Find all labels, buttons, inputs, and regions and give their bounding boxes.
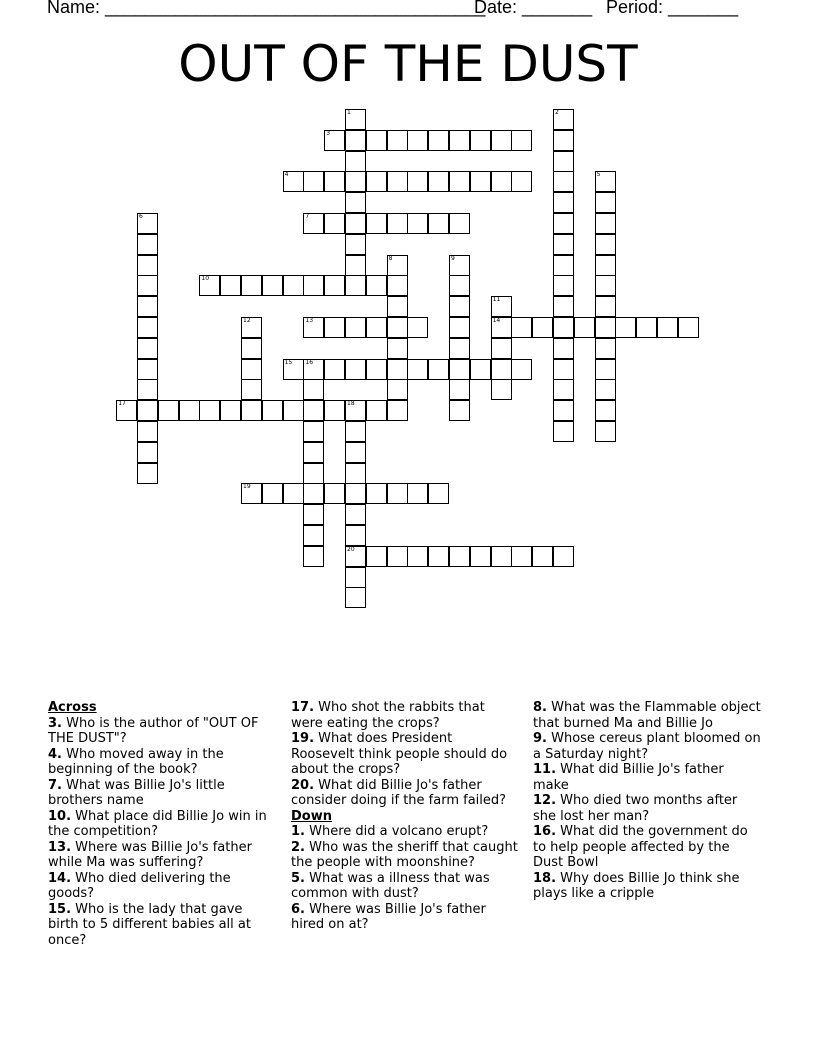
clue-number: 5 <box>596 171 601 179</box>
grid-cell[interactable] <box>532 317 553 338</box>
grid-cell[interactable] <box>345 359 366 380</box>
clue-item-text: Whose cereus plant bloomed on a Saturday night? <box>533 731 761 762</box>
grid-cell[interactable] <box>491 317 512 338</box>
grid-cell[interactable] <box>324 483 345 504</box>
clue-item-number: 20. <box>291 777 315 793</box>
grid-cell[interactable] <box>511 546 532 567</box>
clue-number: 13 <box>305 317 314 324</box>
grid-cell[interactable] <box>303 442 324 463</box>
clue-item-number: 17. <box>291 700 315 715</box>
grid-cell[interactable] <box>283 400 304 421</box>
clue-number: 9 <box>451 254 455 262</box>
clue-item <box>291 902 519 933</box>
clue-number: 20 <box>347 545 355 553</box>
grid-cell[interactable] <box>449 338 470 359</box>
grid-cell[interactable] <box>366 400 387 421</box>
grid-cell[interactable] <box>595 379 616 400</box>
clue-item <box>291 840 519 871</box>
grid-cell[interactable] <box>657 317 678 338</box>
grid-cell[interactable] <box>449 317 470 338</box>
clue-item <box>48 778 270 809</box>
clue-item <box>291 871 519 902</box>
clues-column-2 <box>291 700 519 933</box>
grid-cell[interactable] <box>345 463 366 484</box>
clue-item-number: 10. <box>48 808 72 824</box>
grid-cell[interactable] <box>595 171 616 192</box>
clue-item-number: 5. <box>291 870 305 886</box>
grid-cell[interactable] <box>678 317 699 338</box>
clue-item-text: Where was Billie Jo's father while Ma was suffering? <box>48 839 252 870</box>
grid-cell[interactable] <box>324 400 345 421</box>
grid-cell[interactable] <box>158 400 179 421</box>
grid-cell[interactable] <box>303 463 324 484</box>
grid-cell[interactable] <box>137 421 158 442</box>
clues-column-3 <box>533 700 761 902</box>
grid-cell[interactable] <box>366 359 387 380</box>
grid-cell[interactable] <box>553 359 574 380</box>
grid-cell[interactable] <box>595 213 616 234</box>
grid-cell[interactable] <box>241 359 262 380</box>
grid-cell[interactable] <box>428 359 449 380</box>
clue-item <box>291 824 519 840</box>
grid-cell[interactable] <box>449 359 470 380</box>
grid-cell[interactable] <box>241 275 262 296</box>
grid-cell[interactable] <box>407 359 428 380</box>
grid-cell[interactable] <box>137 338 158 359</box>
grid-cell[interactable] <box>595 275 616 296</box>
grid-cell[interactable] <box>387 130 408 151</box>
grid-cell[interactable] <box>283 359 304 380</box>
clue-item <box>48 840 270 871</box>
grid-cell[interactable] <box>595 400 616 421</box>
grid-cell[interactable] <box>137 296 158 317</box>
grid-cell[interactable] <box>283 483 304 504</box>
grid-cell[interactable] <box>449 296 470 317</box>
grid-cell[interactable] <box>595 296 616 317</box>
grid-cell[interactable] <box>303 504 324 525</box>
clue-item-number: 3. <box>48 715 62 731</box>
grid-cell[interactable] <box>345 442 366 463</box>
grid-cell[interactable] <box>303 379 324 400</box>
grid-cell[interactable] <box>262 483 283 504</box>
clue-item-text: Who shot the rabbits that were eating the crops? <box>291 700 485 731</box>
grid-cell[interactable] <box>324 130 345 151</box>
grid-cell[interactable] <box>137 442 158 463</box>
grid-cell[interactable] <box>345 400 366 421</box>
grid-cell[interactable] <box>262 400 283 421</box>
clue-number: 15 <box>284 358 293 366</box>
grid-cell[interactable] <box>407 483 428 504</box>
grid-cell[interactable] <box>491 130 512 151</box>
clue-item-text: What did Billie Jo's father consider doing if the farm failed? <box>291 777 507 808</box>
grid-cell[interactable] <box>553 213 574 234</box>
grid-cell[interactable] <box>449 546 470 567</box>
grid-cell[interactable] <box>636 317 657 338</box>
grid-cell[interactable] <box>449 213 470 234</box>
grid-cell[interactable] <box>553 192 574 213</box>
grid-cell[interactable] <box>345 504 366 525</box>
grid-cell[interactable] <box>511 130 532 151</box>
grid-cell[interactable] <box>366 130 387 151</box>
clue-item-number: 1. <box>291 824 305 839</box>
grid-cell[interactable] <box>595 421 616 442</box>
clue-item-text: What place did Billie Jo win in the competition? <box>48 808 267 839</box>
grid-cell[interactable] <box>595 338 616 359</box>
clue-item-number: 12. <box>533 793 557 808</box>
grid-cell[interactable] <box>303 275 324 296</box>
clue-item-number: 9. <box>533 731 547 746</box>
clue-item-number: 11. <box>533 762 557 777</box>
grid-cell[interactable] <box>553 421 574 442</box>
grid-cell[interactable] <box>345 213 366 234</box>
clue-item-text: Who was the sheriff that caught the people with moonshine? <box>291 839 518 870</box>
grid-cell[interactable] <box>470 546 491 567</box>
grid-cell[interactable] <box>137 317 158 338</box>
grid-cell[interactable] <box>283 171 304 192</box>
clue-item-number: 16. <box>533 824 557 839</box>
grid-cell[interactable] <box>449 171 470 192</box>
grid-cell[interactable] <box>553 151 574 172</box>
clue-item-number: 13. <box>48 839 72 855</box>
clue-item-text: Who died delivering the goods? <box>48 870 231 901</box>
grid-cell[interactable] <box>553 317 574 338</box>
grid-cell[interactable] <box>345 255 366 276</box>
grid-cell[interactable] <box>387 546 408 567</box>
grid-cell[interactable] <box>407 546 428 567</box>
grid-cell[interactable] <box>366 171 387 192</box>
clue-item-text: Who is the author of "OUT OF THE DUST"? <box>48 715 259 746</box>
grid-cell[interactable] <box>345 109 366 130</box>
grid-cell[interactable] <box>553 171 574 192</box>
clue-item <box>533 871 761 902</box>
clue-item <box>533 731 761 762</box>
grid-cell[interactable] <box>345 525 366 546</box>
grid-cell[interactable] <box>428 546 449 567</box>
grid-cell[interactable] <box>407 317 428 338</box>
name-field-label[interactable]: Name: ______________________________________ <box>47 0 486 17</box>
clue-item-number: 6. <box>291 901 305 917</box>
date-field-label[interactable]: Date: _______ <box>474 0 593 17</box>
clue-item <box>291 700 519 731</box>
grid-cell[interactable] <box>137 359 158 380</box>
clue-item-number: 15. <box>48 901 72 917</box>
grid-cell[interactable] <box>428 171 449 192</box>
clue-number: 19 <box>243 483 251 491</box>
grid-cell[interactable] <box>241 483 262 504</box>
clue-item-text: What did Billie Jo's father make <box>533 762 724 793</box>
grid-cell[interactable] <box>220 400 241 421</box>
grid-cell[interactable] <box>553 234 574 255</box>
grid-cell[interactable] <box>449 275 470 296</box>
clue-number: 14 <box>492 317 501 324</box>
grid-cell[interactable] <box>387 275 408 296</box>
grid-cell[interactable] <box>387 483 408 504</box>
grid-cell[interactable] <box>470 171 491 192</box>
grid-cell[interactable] <box>491 546 512 567</box>
grid-cell[interactable] <box>303 400 324 421</box>
grid-cell[interactable] <box>428 130 449 151</box>
clue-number: 4 <box>284 171 289 179</box>
clue-item <box>291 731 519 778</box>
clue-number: 2 <box>555 109 559 116</box>
across-clue-list <box>48 716 270 949</box>
grid-cell[interactable] <box>511 317 532 338</box>
grid-cell[interactable] <box>345 567 366 588</box>
clue-item <box>48 747 270 778</box>
grid-cell[interactable] <box>491 296 512 317</box>
grid-cell[interactable] <box>303 525 324 546</box>
grid-cell[interactable] <box>345 275 366 296</box>
clue-item <box>48 871 270 902</box>
grid-cell[interactable] <box>553 275 574 296</box>
grid-cell[interactable] <box>303 546 324 567</box>
clue-number: 17 <box>118 400 126 408</box>
grid-cell[interactable] <box>574 317 595 338</box>
grid-cell[interactable] <box>553 296 574 317</box>
grid-cell[interactable] <box>137 379 158 400</box>
clue-item-number: 14. <box>48 870 72 886</box>
grid-cell[interactable] <box>387 213 408 234</box>
grid-cell[interactable] <box>615 317 636 338</box>
clue-item <box>48 809 270 840</box>
down-clue-list <box>291 824 519 933</box>
grid-cell[interactable] <box>407 130 428 151</box>
grid-cell[interactable] <box>553 338 574 359</box>
grid-cell[interactable] <box>366 546 387 567</box>
grid-cell[interactable] <box>428 483 449 504</box>
grid-cell[interactable] <box>366 275 387 296</box>
clue-number: 16 <box>305 358 314 366</box>
grid-cell[interactable] <box>345 130 366 151</box>
clue-number: 7 <box>305 213 310 220</box>
clue-item <box>533 700 761 731</box>
grid-cell[interactable] <box>595 255 616 276</box>
grid-cell[interactable] <box>137 275 158 296</box>
clue-number: 8 <box>388 254 393 262</box>
clue-item <box>48 902 270 949</box>
grid-cell[interactable] <box>553 130 574 151</box>
clues-column-1 <box>48 700 270 948</box>
grid-cell[interactable] <box>511 171 532 192</box>
grid-cell[interactable] <box>220 275 241 296</box>
clue-number: 11 <box>492 296 501 304</box>
grid-cell[interactable] <box>324 213 345 234</box>
clue-number: 6 <box>139 213 143 220</box>
grid-cell[interactable] <box>387 379 408 400</box>
across-heading: Across <box>48 700 97 715</box>
grid-cell[interactable] <box>303 483 324 504</box>
grid-cell[interactable] <box>387 255 408 276</box>
period-field-label[interactable]: Period: _______ <box>606 0 739 17</box>
grid-cell[interactable] <box>449 130 470 151</box>
grid-cell[interactable] <box>387 171 408 192</box>
grid-cell[interactable] <box>553 255 574 276</box>
grid-cell[interactable] <box>345 234 366 255</box>
grid-cell[interactable] <box>262 275 283 296</box>
grid-cell[interactable] <box>387 359 408 380</box>
grid-cell[interactable] <box>387 317 408 338</box>
grid-cell[interactable] <box>553 546 574 567</box>
grid-cell[interactable] <box>491 379 512 400</box>
grid-cell[interactable] <box>428 213 449 234</box>
grid-cell[interactable] <box>179 400 200 421</box>
clue-number: 1 <box>347 109 351 116</box>
grid-cell[interactable] <box>470 359 491 380</box>
grid-cell[interactable] <box>345 421 366 442</box>
clue-number: 18 <box>347 400 355 408</box>
grid-cell[interactable] <box>137 255 158 276</box>
grid-cell[interactable] <box>553 400 574 421</box>
grid-cell[interactable] <box>553 109 574 130</box>
clue-number: 12 <box>243 317 251 324</box>
grid-cell[interactable] <box>324 275 345 296</box>
grid-cell[interactable] <box>366 213 387 234</box>
grid-cell[interactable] <box>345 317 366 338</box>
grid-cell[interactable] <box>387 400 408 421</box>
grid-cell[interactable] <box>449 255 470 276</box>
clue-item <box>48 716 270 747</box>
clue-item <box>533 824 761 871</box>
grid-cell[interactable] <box>345 546 366 567</box>
grid-cell[interactable] <box>595 317 616 338</box>
grid-cell[interactable] <box>303 213 324 234</box>
clue-item-number: 18. <box>533 870 557 886</box>
grid-cell[interactable] <box>491 171 512 192</box>
clue-item-number: 7. <box>48 777 62 793</box>
clue-item <box>291 778 519 809</box>
clue-item-text: What was Billie Jo's little brothers name <box>48 777 225 808</box>
grid-cell[interactable] <box>303 317 324 338</box>
clue-item-text: Who moved away in the beginning of the book? <box>48 746 224 777</box>
across-clue-list-continued <box>291 700 519 809</box>
grid-cell[interactable] <box>407 171 428 192</box>
grid-cell[interactable] <box>241 379 262 400</box>
grid-cell[interactable] <box>345 192 366 213</box>
grid-cell[interactable] <box>345 151 366 172</box>
grid-cell[interactable] <box>303 421 324 442</box>
clues-section <box>0 700 816 1000</box>
clue-number: 10 <box>201 275 210 283</box>
clue-item-text: Where did a volcano erupt? <box>304 824 489 839</box>
grid-cell[interactable] <box>241 400 262 421</box>
grid-cell[interactable] <box>303 171 324 192</box>
grid-cell[interactable] <box>491 338 512 359</box>
grid-cell[interactable] <box>449 379 470 400</box>
grid-cell[interactable] <box>366 317 387 338</box>
clue-item-text: Where was Billie Jo's father hired on at? <box>291 901 486 932</box>
clue-item-number: 19. <box>291 731 315 746</box>
clue-item-text: Who died two months after she lost her man? <box>533 793 738 824</box>
clue-item-text: What was the Flammable object that burned Ma and Billie Jo <box>533 700 761 731</box>
grid-cell[interactable] <box>511 359 532 380</box>
clue-item-text: What does President Roosevelt think people should do about the crops? <box>291 731 508 777</box>
grid-cell[interactable] <box>345 171 366 192</box>
grid-cell[interactable] <box>324 359 345 380</box>
clue-item-text: What did the government do to help people affected by the Dust Bowl <box>533 824 748 870</box>
grid-cell[interactable] <box>137 234 158 255</box>
grid-cell[interactable] <box>324 317 345 338</box>
grid-cell[interactable] <box>199 400 220 421</box>
grid-cell[interactable] <box>407 213 428 234</box>
grid-cell[interactable] <box>116 400 137 421</box>
grid-cell[interactable] <box>387 296 408 317</box>
grid-cell[interactable] <box>553 379 574 400</box>
grid-cell[interactable] <box>199 275 220 296</box>
clue-item <box>533 762 761 793</box>
grid-cell[interactable] <box>137 213 158 234</box>
grid-cell[interactable] <box>470 130 491 151</box>
grid-cell[interactable] <box>595 359 616 380</box>
clue-item-number: 4. <box>48 746 62 762</box>
grid-cell[interactable] <box>241 317 262 338</box>
grid-cell[interactable] <box>595 234 616 255</box>
down-heading: Down <box>291 808 332 824</box>
grid-cell[interactable] <box>345 587 366 608</box>
grid-cell[interactable] <box>137 463 158 484</box>
grid-cell[interactable] <box>283 275 304 296</box>
grid-cell[interactable] <box>137 400 158 421</box>
grid-cell[interactable] <box>366 483 387 504</box>
grid-cell[interactable] <box>532 546 553 567</box>
clue-item-text: Who is the lady that gave birth to 5 different babies all at once? <box>48 901 251 948</box>
grid-cell[interactable] <box>595 192 616 213</box>
grid-cell[interactable] <box>387 338 408 359</box>
grid-cell[interactable] <box>241 338 262 359</box>
grid-cell[interactable] <box>303 359 324 380</box>
grid-cell[interactable] <box>324 171 345 192</box>
grid-cell[interactable] <box>449 400 470 421</box>
clue-item-number: 2. <box>291 839 305 855</box>
down-clue-list-continued <box>533 700 761 902</box>
grid-cell[interactable] <box>345 483 366 504</box>
clue-item-text: Why does Billie Jo think she plays like a cripple <box>533 870 740 901</box>
clue-number: 3 <box>326 129 331 137</box>
page-title: OUT OF THE DUST <box>178 35 638 93</box>
clue-item-number: 8. <box>533 700 547 715</box>
grid-cell[interactable] <box>491 359 512 380</box>
clue-item <box>533 793 761 824</box>
clue-item-text: What was a illness that was common with dust? <box>291 870 490 901</box>
